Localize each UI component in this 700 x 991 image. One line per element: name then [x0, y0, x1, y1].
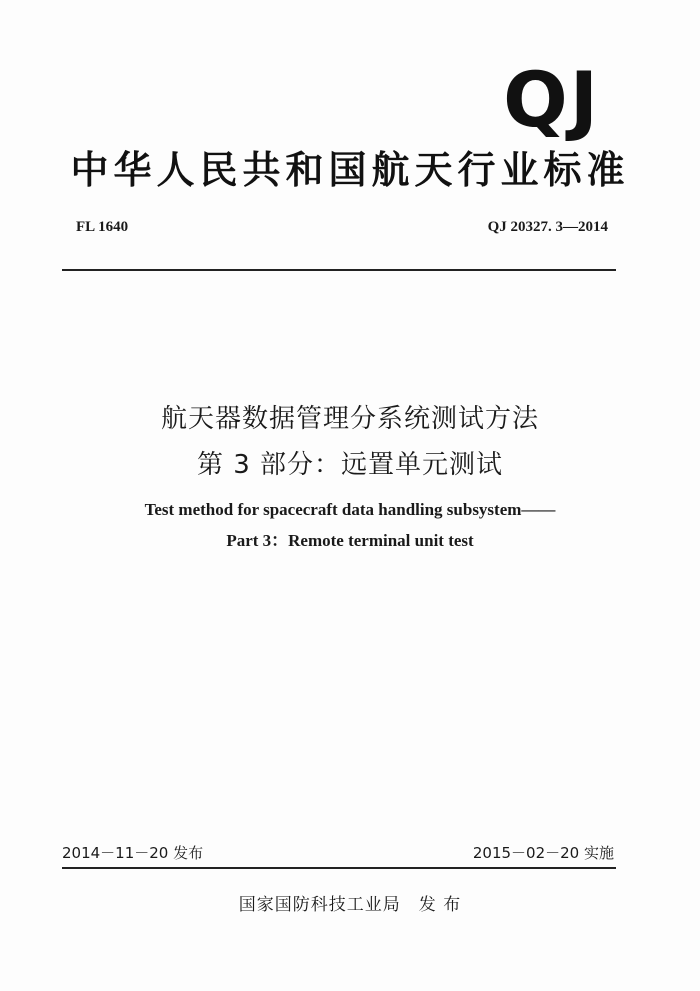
- title-chinese-line-2: 第 3 部分：远置单元测试: [196, 450, 504, 480]
- standard-name: 中华人民共和国航天行业标准: [70, 148, 630, 192]
- top-divider: [62, 269, 616, 271]
- standard-code: QJ 20327. 3—2014: [487, 219, 608, 235]
- title-english-line-2: Part 3：Remote terminal unit test: [226, 531, 474, 550]
- bottom-divider: [62, 867, 616, 869]
- issue-date: 2014－11－20 发布: [62, 844, 204, 862]
- issuing-authority: 国家国防科技工业局 发 布: [238, 895, 462, 915]
- title-chinese-line-1: 航天器数据管理分系统测试方法: [160, 404, 539, 434]
- title-english-line-1: Test method for spacecraft data handling subsystem——: [144, 500, 556, 519]
- qj-logo: QJ: [503, 55, 600, 144]
- implementation-date: 2015－02－20 实施: [472, 844, 614, 862]
- fl-code: FL 1640: [76, 219, 129, 235]
